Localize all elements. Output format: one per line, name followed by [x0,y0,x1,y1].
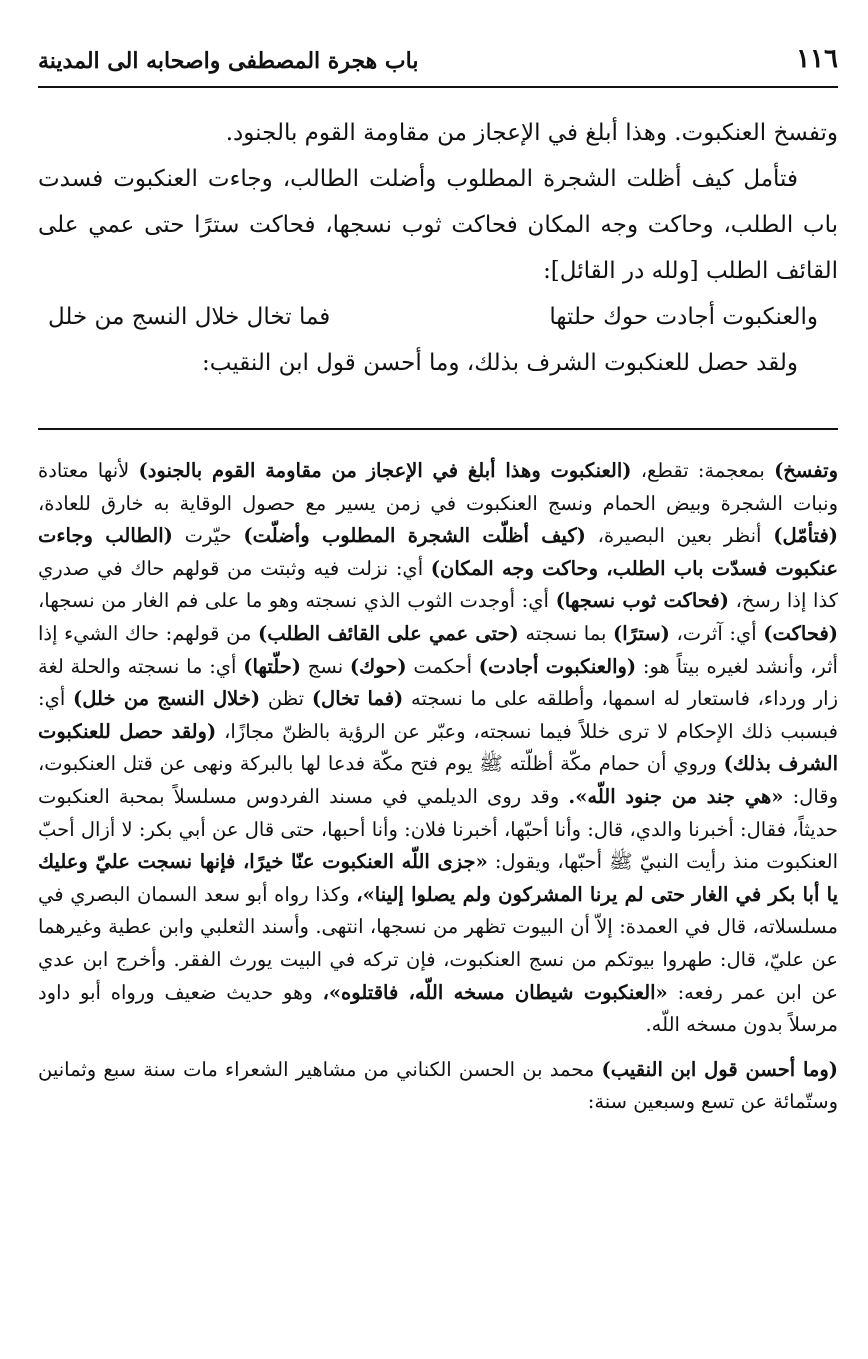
headword: (حتى عمي على القائف الطلب) [258,621,519,645]
note-text: أي: ما نسجته والحلة لغة زار ورداء، فاستعار له اسمها، وأطلقه على ما نسجته [38,654,838,711]
headword: (وما أحسن قول ابن النقيب) [601,1057,839,1081]
note-text: وكذا رواه أبو سعد السمان البصري في مسلسلاته، قال في العمدة: إلاّ أن البيوت تظهر من نسجها، انتهى. وأسند الثعلبي وابن عطية وغيرهما عن عليّ، قال: طهروا بيوتكم من نسج العنكبوت، فإن تركه في البيت يورث الفقر. وأخرج ابن عدي عن ابن عمر رفعه: [38,882,839,1004]
headword: (حوك) [349,654,407,678]
note-text: تظن [267,687,305,711]
note-text: أي: آثرت، [676,621,757,645]
headword: (العنكبوت وهذا أبلغ في الإعجاز من مقاومة القوم بالجنود) [138,459,632,482]
note-text: محمد بن الحسن الكناني من مشاهير الشعراء مات سنة سبع وثمانين وستّمائة عن تسع وسبعين سنة: [38,1057,838,1114]
book-page [38,30,838,1340]
headword: (حلّتها) [243,654,301,678]
headword: (ولقد حصل للعنكبوت الشرف بذلك) [38,719,838,776]
headword: (الطالب وجاءت عنكبوت فسدّت باب الطلب، وحاكت وجه المكان) [38,524,838,580]
commentary [38,455,838,1119]
poem-verse [38,294,838,340]
note-text: لأنها معتادة ونبات الشجرة وبيض الحمام ونسج العنكبوت في زمن يسير مع حصول الوقاية به خارق للعادة، [38,459,838,515]
verse-second-hemistich: فما تخال خلال النسج من خلل [48,304,331,330]
headword: (فتأمّل) [773,524,839,548]
note-text: أي: نزلت فيه وثبتت من قولهم حاك في صدري كذا إذا رسخ، [38,556,838,613]
headword: (سترًا) [613,621,670,645]
page-number: ١١٦ [796,44,838,74]
hadith-quote: «جزى اللّه العنكبوت عنّا خيرًا، فإنها نسجت عليّ وعليك يا أبا بكر في الغار حتى لم يرنا المشركون ولم يصلوا إلينا»، [38,850,839,906]
note-text: أي: فبسبب ذلك الإحكام لا ترى خللاً فيما نسجته، وعبّر عن الرؤية بالظنّ مجازًا، [38,687,838,743]
note-text: وقد روى الديلمي في مسند الفردوس مسلسلاً بمحبة العنكبوت حديثاً، فقال: أخبرنا والدي، قال: وأنا أحبّها، أخبرنا فلان: وأنا أحبها، حتى قال عن أبي بكر: لا أزال أحبّ العنكبوت منذ رأيت النبيّ ﷺ أحبّها، ويقول: [38,784,839,874]
note-text: بما نسجته [525,621,607,645]
note-text: من قولهم: حاك الشيء إذا أثر، وأنشد لغيره بيتاً هو: [38,621,838,678]
verse-first-hemistich: والعنكبوت أجادت حوك حلتها [549,304,818,330]
note-text: حيّرت [184,524,232,548]
headword: (خلال النسج من خلل) [73,687,261,711]
note-text: نسج [307,654,344,678]
note-text: أحكمت [413,654,472,678]
headword: (فما تخال) [311,687,404,711]
note-text: أي: أوجدت الثوب الذي نسجته وهو ما على فم الغار من نسجها، [38,589,549,613]
note-text: وروي أن حمام مكّة أظلّته ﷺ يوم فتح مكّة فدعا لها بالبركة ونهى عن قتل العنكبوت، وقال: [38,752,838,808]
commentary-paragraph-2 [38,1054,838,1119]
running-title: باب هجرة المصطفى واصحابه الى المدينة [38,48,419,74]
main-paragraph-2: فتأمل كيف أظلت الشجرة المطلوب وأضلت الطالب، وجاءت العنكبوت فسدت باب الطلب، وحاكت وجه المكان فحاكت ثوب نسجها، فحاكت سترًا حتى عمي على القائف الطلب [ولله در القائل]: [38,166,838,284]
headword: (فحاكت) [763,621,838,645]
headword: (فحاكت ثوب نسجها) [555,589,729,613]
headword: (والعنكبوت أجادت) [478,654,637,678]
footnote-separator [38,428,838,430]
note-text: بمعجمة: تقطع، [640,459,765,482]
note-text: وهو حديث ضعيف ورواه أبو داود مرسلاً بدون مسخه اللّه. [38,980,838,1037]
main-text [38,110,838,386]
commentary-paragraph-1 [38,455,838,1042]
hadith-quote: «هي جند من جنود اللّه». [568,784,784,808]
main-paragraph-3: ولقد حصل للعنكبوت الشرف بذلك، وما أحسن قول ابن النقيب: [202,350,798,376]
headword: وتفسخ) [774,459,838,482]
main-paragraph-1: وتفسخ العنكبوت. وهذا أبلغ في الإعجاز من مقاومة القوم بالجنود. [225,120,838,146]
page-header [38,44,838,88]
hadith-quote: «العنكبوت شيطان مسخه اللّه، فاقتلوه»، [322,980,668,1004]
note-text: أنظر بعين البصيرة، [597,524,762,548]
headword: (كيف أظلّت الشجرة المطلوب وأضلّت) [243,524,586,548]
